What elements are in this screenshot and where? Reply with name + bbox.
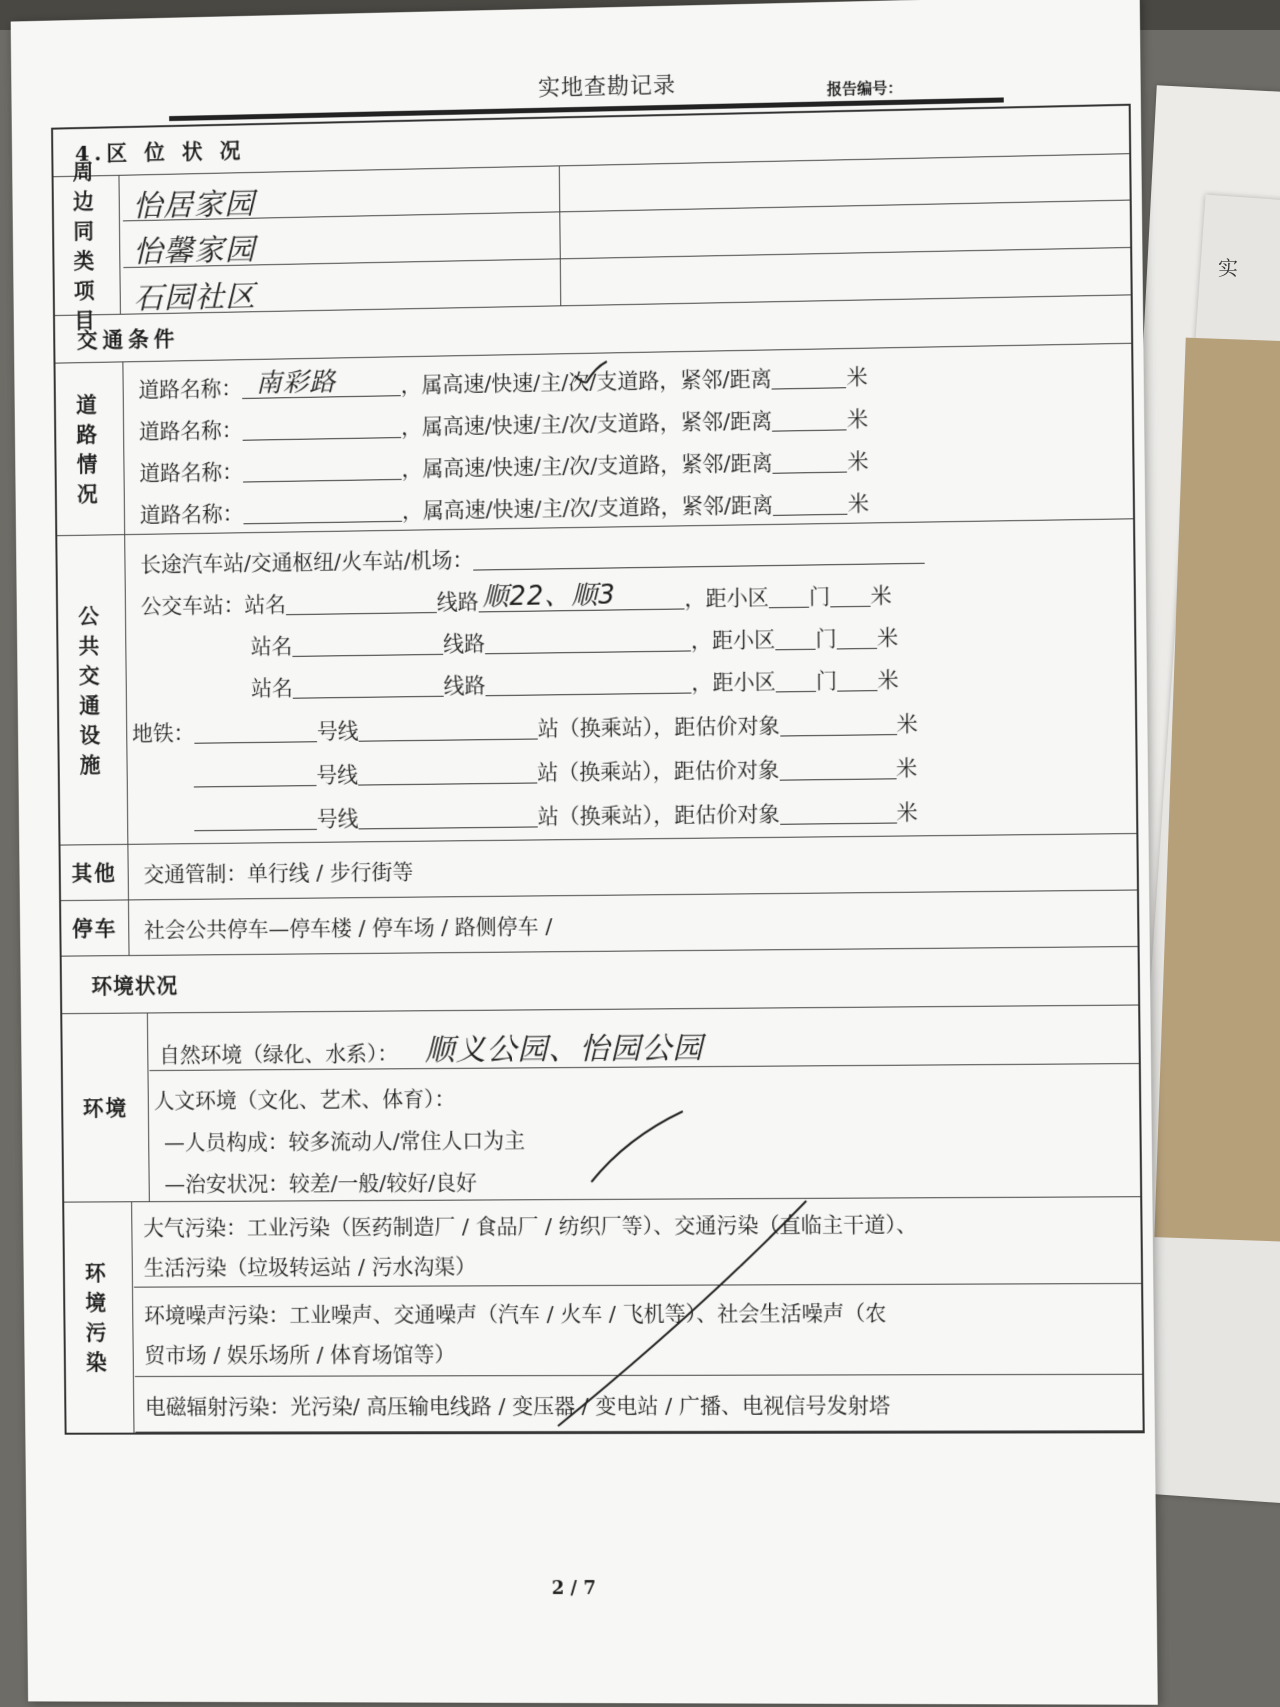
section-title-text: 4.区 位 状 况 [74, 136, 246, 166]
parking-label: 停车 [61, 900, 129, 955]
pollution-body [133, 1197, 1143, 1432]
metro-line: 地铁： 号线 站（换乘站），距估价对象 米 [132, 711, 918, 746]
metro-line: 号线 站（换乘站），距估价对象 米 [194, 796, 918, 834]
road-conditions-label: 道路情况 [55, 362, 125, 535]
bus-gate-field[interactable] [837, 668, 878, 692]
road-line: 道路名称： ，属高速/快速/主/次/支道路，紧邻/距离 米 [138, 406, 869, 444]
public-transit-lines [126, 519, 1136, 844]
parking-text: 社会公共停车—停车楼 / 停车场 / 路侧停车 / [143, 914, 553, 942]
other-label: 其他 [60, 845, 128, 900]
road-line: 道路名称： 南彩路 ，属高速/快速/主/次/支道路，紧邻/距离 米 [138, 364, 868, 402]
air-pollution-text: 生活污染（垃圾转运站 / 污水沟渠） [143, 1254, 477, 1280]
metro-station-field[interactable] [358, 804, 537, 829]
background-sheet-text: 实 [1218, 256, 1238, 280]
check-mark-icon [571, 357, 611, 388]
bus-distance-field[interactable] [776, 669, 816, 693]
section-title-text: 环境状况 [91, 971, 179, 998]
bus-route-field[interactable] [485, 670, 691, 696]
em-pollution-text: 电磁辐射污染：光污染/ 高压输电线路 / 变压器 / 变电站 / 广播、电视信号发射塔 [144, 1393, 891, 1419]
road-conditions-row [55, 344, 1133, 536]
bus-line: 公交车站：站名 线路 顺22、顺3 ，距小区 门 米 [140, 580, 892, 619]
bus-route-field[interactable]: 顺22、顺3 [478, 586, 684, 612]
section-environment-title [62, 947, 1139, 1014]
metro-distance-field[interactable] [779, 800, 896, 824]
peer-projects-row [54, 154, 1131, 333]
survey-form [51, 104, 1145, 1435]
bus-distance-field[interactable] [769, 585, 809, 609]
peer-projects-grid [122, 154, 1130, 317]
road-distance-field[interactable] [772, 407, 847, 431]
peer-projects-label: 周边同类项目 [54, 176, 121, 315]
security-text: —治安状况：较差/一般/较好/良好 [164, 1170, 478, 1197]
natural-environment-value: 顺义公园、怡园公园 [424, 1031, 704, 1069]
road-name-field[interactable] [242, 415, 401, 441]
road-distance-field[interactable] [772, 365, 847, 389]
hub-line: 长途汽车站/交通枢纽/火车站/机场： [140, 537, 925, 579]
road-distance-field[interactable] [773, 492, 848, 516]
bus-stop-field[interactable] [292, 632, 443, 657]
survey-page [11, 0, 1158, 1705]
metro-line-field[interactable] [194, 807, 317, 831]
pollution-label: 环境污染 [64, 1202, 134, 1432]
page-number: 2 / 7 [551, 1578, 596, 1600]
cultural-environment-row [149, 1064, 1140, 1202]
hub-field[interactable] [473, 541, 925, 571]
metro-line: 号线 站（换乘站），距估价对象 米 [194, 752, 918, 791]
road-distance-field[interactable] [773, 449, 848, 473]
check-mark-icon [587, 1107, 688, 1188]
noise-pollution-text: 贸市场 / 娱乐场所 / 体育场馆等） [144, 1342, 456, 1368]
peer-project-name: 石园社区 [133, 279, 257, 317]
metro-station-field[interactable] [358, 717, 537, 742]
public-transit-row [57, 519, 1136, 845]
metro-line-field[interactable] [194, 719, 317, 743]
document-title: 实地查勘记录 [537, 72, 677, 101]
bus-stop-field[interactable] [293, 674, 444, 699]
bus-stop-field[interactable] [286, 590, 437, 615]
pollution-row [64, 1197, 1142, 1433]
other-text: 交通管制：单行线 / 步行街等 [143, 859, 414, 887]
cultural-label: 人文环境（文化、艺术、体育）： [153, 1086, 456, 1113]
metro-distance-field[interactable] [780, 712, 897, 737]
metro-line-field[interactable] [194, 763, 317, 787]
air-pollution-text: 大气污染：工业污染（医药制造厂 / 食品厂 / 纺织厂等）、交通污染（直临主干道）、 [143, 1212, 918, 1240]
bus-distance-field[interactable] [775, 627, 815, 651]
metro-station-field[interactable] [358, 760, 537, 785]
environment-row [62, 1006, 1140, 1203]
other-row [60, 834, 1136, 901]
road-name-field[interactable] [243, 457, 402, 483]
bus-gate-field[interactable] [830, 584, 871, 608]
road-name-field[interactable]: 南彩路 [242, 373, 401, 399]
road-line: 道路名称： ，属高速/快速/主/次/支道路，紧邻/距离 米 [139, 491, 869, 527]
public-transit-label: 公共交通设施 [57, 535, 128, 844]
environment-label: 环境 [62, 1013, 150, 1201]
natural-environment-row: 自然环境（绿化、水系）： 顺义公园、怡园公园 [149, 1006, 1139, 1072]
strike-through-line [550, 1199, 813, 1432]
parking-row [61, 891, 1137, 957]
population-text: —人员构成：较多流动人/常住人口为主 [163, 1128, 526, 1155]
bus-line: 站名 线路 ，距小区 门 米 [250, 625, 899, 659]
noise-pollution-text: 环境噪声污染：工业噪声、交通噪声（汽车 / 火车 / 飞机等）、社会生活噪声（农 [143, 1300, 887, 1328]
bus-line: 站名 线路 ，距小区 门 米 [251, 667, 899, 701]
environment-body [149, 1006, 1140, 1202]
peer-project-name: 怡居家园 [132, 186, 256, 225]
report-number-label: 报告编号： [826, 78, 903, 99]
road-name-field[interactable] [243, 499, 402, 524]
bus-route-field[interactable] [485, 628, 691, 654]
road-lines [124, 344, 1133, 534]
section-title-text: 交通条件 [76, 325, 180, 352]
road-line: 道路名称： ，属高速/快速/主/次/支道路，紧邻/距离 米 [139, 449, 869, 486]
bus-gate-field[interactable] [837, 626, 878, 650]
peer-project-name: 怡馨家园 [132, 232, 256, 271]
metro-distance-field[interactable] [779, 756, 896, 780]
